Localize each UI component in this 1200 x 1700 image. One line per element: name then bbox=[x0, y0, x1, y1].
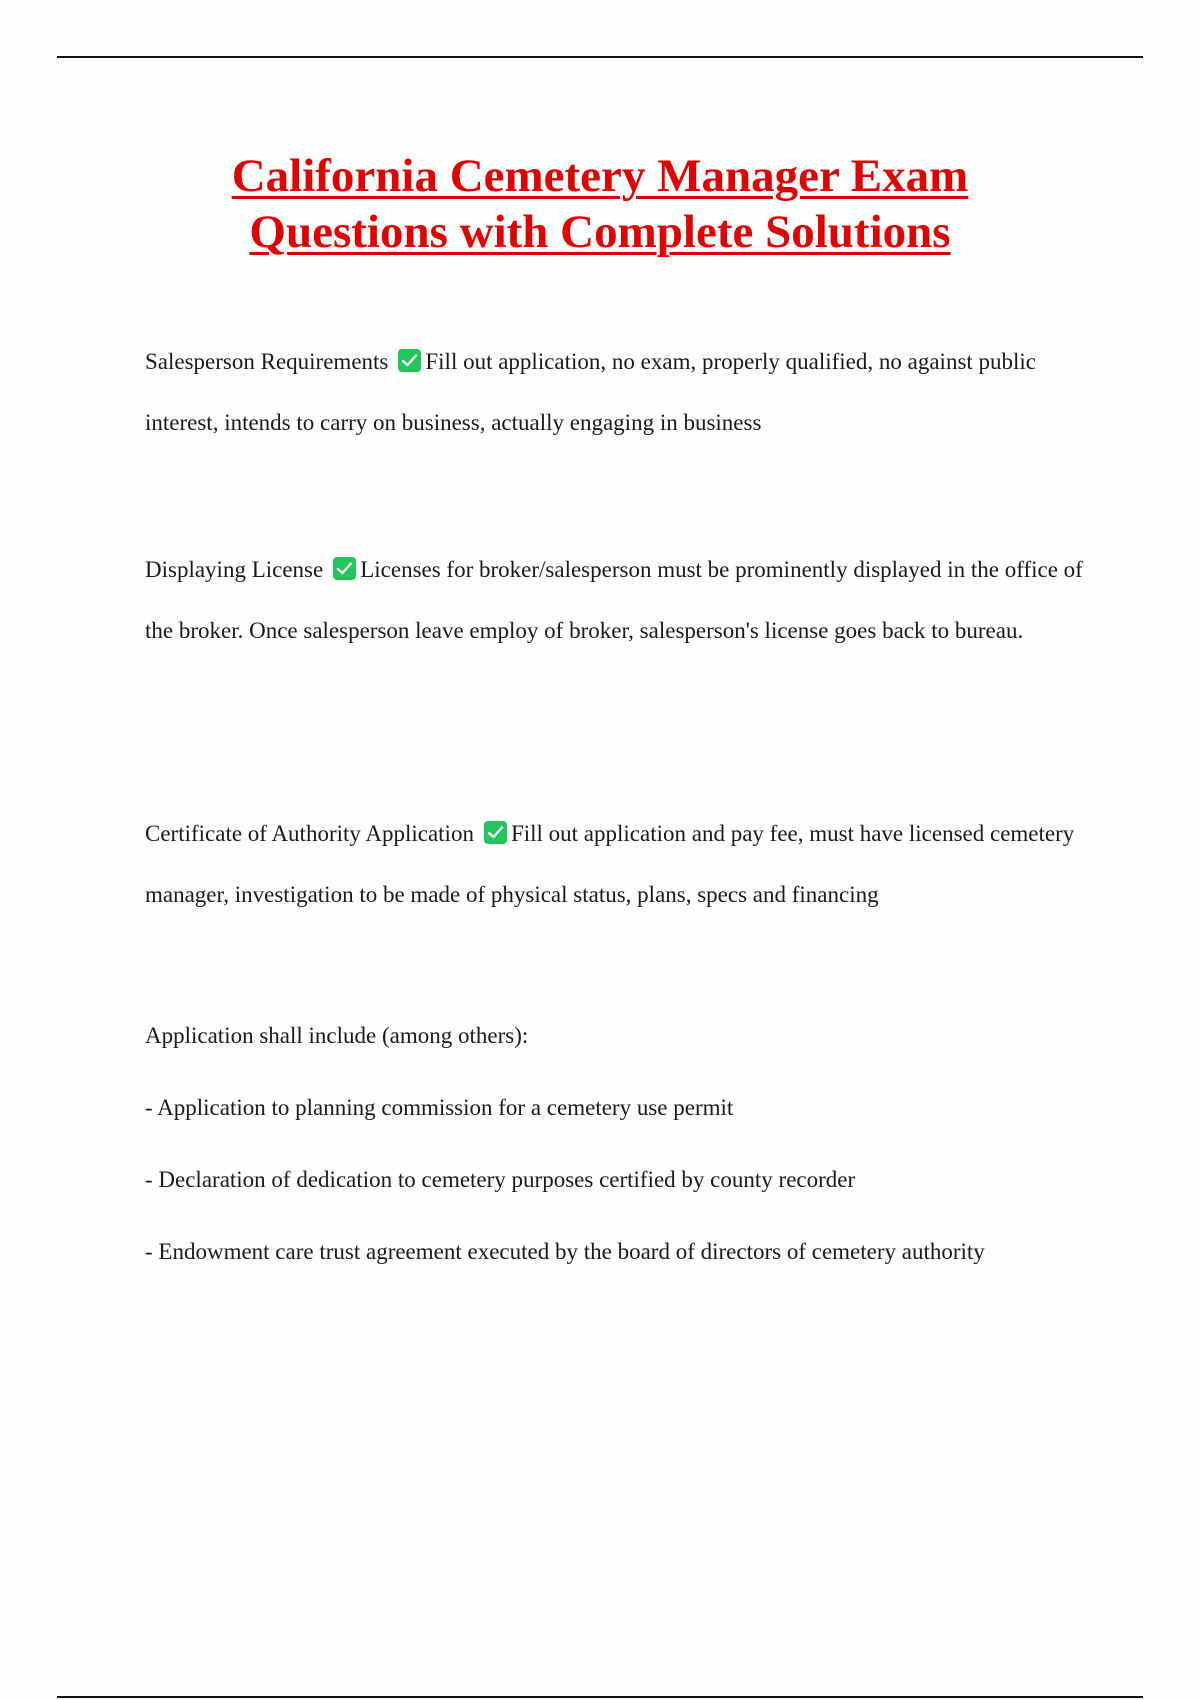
question-text: Salesperson Requirements bbox=[145, 349, 389, 374]
list-item: - Application to planning commission for a cemetery use permit bbox=[145, 1095, 734, 1120]
answer-text: Fill out application and pay fee, must have licensed cemetery manager, investigation to be made of physical status, plans, specs and financing bbox=[145, 821, 1075, 907]
qa-item bbox=[145, 331, 1090, 453]
answer-text: Licenses for broker/salesperson must be prominently displayed in the office of the broker. Once salesperson leave employ of broker, salesperson's license goes back to bureau. bbox=[145, 557, 1083, 643]
question-text: Certificate of Authority Application bbox=[145, 821, 474, 846]
qa-item bbox=[145, 539, 1090, 661]
top-rule bbox=[57, 56, 1143, 58]
title-line-1: California Cemetery Manager Exam bbox=[231, 150, 969, 202]
list-intro: Application shall include (among others): bbox=[145, 1023, 529, 1048]
check-mark-icon bbox=[333, 557, 356, 580]
qa-item bbox=[145, 803, 1090, 925]
question-text: Displaying License bbox=[145, 557, 324, 582]
requirements-list bbox=[145, 1010, 1105, 1298]
check-mark-icon bbox=[484, 821, 507, 844]
list-item: - Declaration of dedication to cemetery purposes certified by county recorder bbox=[145, 1167, 856, 1192]
bottom-rule bbox=[57, 1696, 1143, 1698]
check-mark-icon bbox=[398, 349, 421, 372]
document-title bbox=[0, 148, 1200, 260]
title-line-2: Questions with Complete Solutions bbox=[249, 206, 951, 258]
answer-text: Fill out application, no exam, properly qualified, no against public interest, intends to carry on business, actually engaging in business bbox=[145, 349, 1037, 435]
list-item: - Endowment care trust agreement executed by the board of directors of cemetery authority bbox=[145, 1239, 985, 1264]
